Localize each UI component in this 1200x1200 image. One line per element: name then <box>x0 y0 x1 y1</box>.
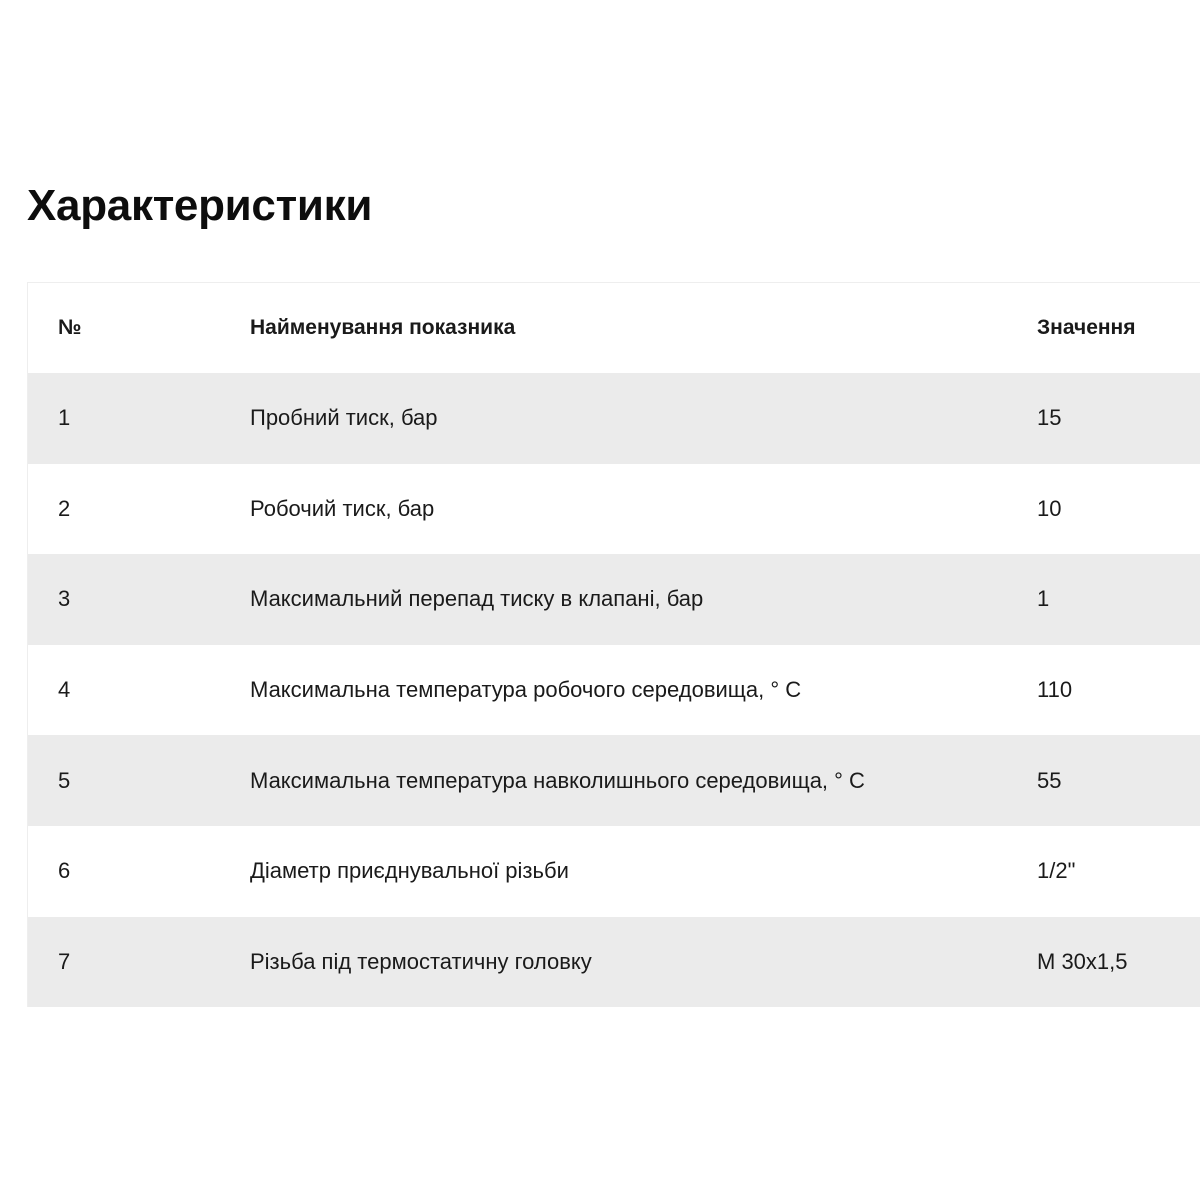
row-name: Робочий тиск, бар <box>250 495 435 521</box>
table-header-row <box>28 283 1200 373</box>
row-value: 10 <box>1037 495 1062 521</box>
row-value: 1 <box>1037 586 1050 612</box>
table-row <box>28 826 1200 917</box>
row-number: 1 <box>58 405 71 431</box>
table-row <box>28 645 1200 736</box>
row-number: 3 <box>58 586 71 612</box>
row-name: Різьба під термостатичну головку <box>250 948 592 974</box>
table-row <box>28 735 1200 826</box>
row-number: 5 <box>58 767 71 793</box>
table-row <box>28 917 1200 1008</box>
specifications-table <box>27 282 1200 1007</box>
table-row <box>28 464 1200 555</box>
row-value: 15 <box>1037 405 1062 431</box>
row-value: 1/2" <box>1037 858 1076 884</box>
row-name: Максимальна температура навколишнього середовища, ° C <box>250 767 865 793</box>
table-row <box>28 554 1200 645</box>
row-name: Діаметр приєднувальної різьби <box>250 858 569 884</box>
page-title: Характеристики <box>27 181 373 230</box>
row-number: 2 <box>58 495 71 521</box>
row-number: 6 <box>58 858 71 884</box>
header-value: Значення <box>1037 316 1136 339</box>
row-number: 4 <box>58 677 71 703</box>
row-name: Максимальна температура робочого середовища, ° C <box>250 677 802 703</box>
row-value: 55 <box>1037 767 1062 793</box>
table-row <box>28 373 1200 464</box>
header-name: Найменування показника <box>250 316 516 339</box>
header-number: № <box>58 316 82 339</box>
row-value: M 30x1,5 <box>1037 948 1128 974</box>
row-number: 7 <box>58 948 71 974</box>
row-name: Пробний тиск, бар <box>250 405 438 431</box>
row-name: Максимальний перепад тиску в клапані, бар <box>250 586 704 612</box>
row-value: 110 <box>1037 677 1073 703</box>
